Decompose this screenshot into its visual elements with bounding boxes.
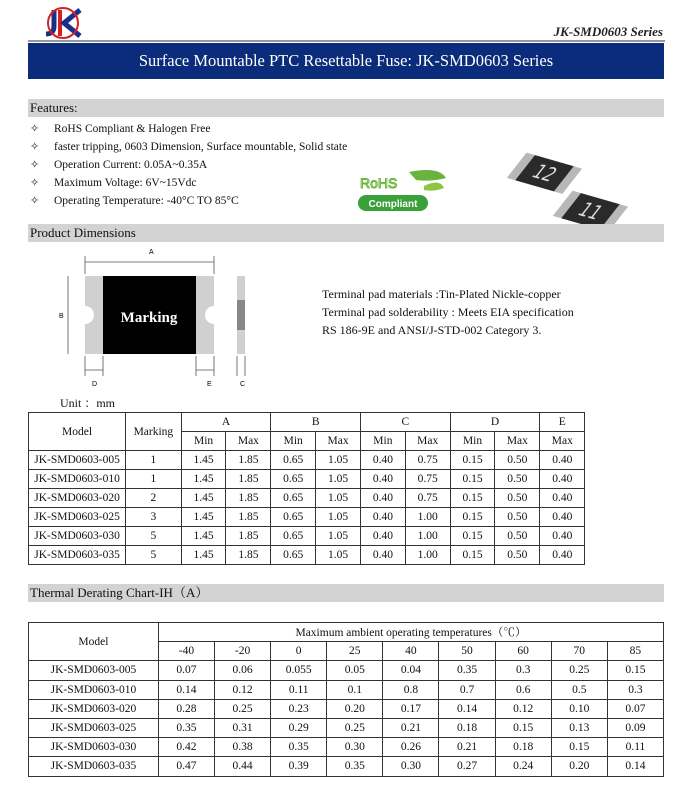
table-cell: 0.65 [271, 451, 316, 470]
table-cell: JK-SMD0603-025 [29, 508, 126, 527]
series-label: JK-SMD0603 Series [553, 24, 663, 39]
svg-text:E: E [207, 381, 212, 388]
table-cell: 0.25 [551, 661, 607, 680]
smd-chip-photo [500, 130, 670, 280]
table-row [29, 527, 664, 546]
table-cell: JK-SMD0603-010 [29, 470, 126, 489]
table-cell: 1.45 [181, 508, 226, 527]
table-cell: 0.40 [540, 489, 585, 508]
table-cell: 0.42 [158, 738, 214, 757]
table-cell: 0.15 [450, 508, 495, 527]
feature-item: ✧ Maximum Voltage: 6V~15Vdc [30, 174, 347, 192]
table-cell: 0.40 [540, 546, 585, 565]
table-cell: 1.00 [405, 508, 450, 527]
svg-text:12: 12 [526, 159, 563, 187]
table-row [29, 451, 664, 470]
table-cell: 0.50 [495, 546, 540, 565]
table-cell: 1.85 [226, 527, 271, 546]
title-banner [28, 43, 664, 79]
table-cell: 0.17 [383, 699, 439, 718]
table-cell: 0.11 [607, 738, 663, 757]
svg-text:A: A [149, 249, 154, 256]
table-cell: JK-SMD0603-030 [29, 738, 159, 757]
table-cell: 0.07 [607, 699, 663, 718]
model-header: Model [29, 413, 126, 451]
table-cell: JK-SMD0603-020 [29, 699, 159, 718]
table-cell: 0.15 [450, 489, 495, 508]
svg-text:B: B [59, 313, 64, 320]
feature-item: ✧ Operating Temperature: -40°C TO 85°C [30, 192, 347, 210]
table-cell: 0.055 [271, 661, 327, 680]
table-cell: 0.28 [158, 699, 214, 718]
svg-text:11: 11 [572, 197, 609, 225]
table-cell: 1.05 [316, 527, 361, 546]
temp-column-header: 60 [495, 642, 551, 661]
table-cell: JK-SMD0603-030 [29, 527, 126, 546]
table-cell: 0.50 [495, 508, 540, 527]
table-row [29, 546, 664, 565]
table-cell: 0.75 [405, 489, 450, 508]
dimension-drawing [50, 244, 260, 394]
thermal-derating-table [28, 622, 664, 777]
table-cell: 1.45 [181, 546, 226, 565]
table-cell: 0.24 [495, 757, 551, 776]
table-cell: 0.25 [327, 718, 383, 737]
table-cell: 0.15 [607, 661, 663, 680]
table-cell: 0.50 [495, 489, 540, 508]
temp-column-header: 85 [607, 642, 663, 661]
table-cell: 0.26 [383, 738, 439, 757]
table-cell: 1.45 [181, 451, 226, 470]
temp-column-header: 0 [271, 642, 327, 661]
table-cell: 1.85 [226, 451, 271, 470]
table-cell: 0.50 [495, 527, 540, 546]
table-cell: 0.65 [271, 546, 316, 565]
table-cell: 0.06 [214, 661, 270, 680]
table-cell: 0.35 [271, 738, 327, 757]
table-cell: 0.40 [361, 451, 406, 470]
table-cell: 0.3 [495, 661, 551, 680]
table-cell: 0.65 [271, 470, 316, 489]
table-cell: 0.18 [495, 738, 551, 757]
table-cell: 0.65 [271, 489, 316, 508]
table-cell: 0.29 [271, 718, 327, 737]
svg-text:C: C [240, 381, 246, 388]
table-cell: 1.05 [316, 546, 361, 565]
table-cell: 0.35 [439, 661, 495, 680]
table-cell: JK-SMD0603-020 [29, 489, 126, 508]
table-cell: 0.25 [214, 699, 270, 718]
table-cell: 0.47 [158, 757, 214, 776]
feature-item: ✧ RoHS Compliant & Halogen Free [30, 120, 347, 138]
temp-header: Maximum ambient operating temperatures（℃） [158, 623, 663, 642]
table-row [29, 738, 664, 757]
table-cell: 0.44 [214, 757, 270, 776]
table-cell: 0.30 [383, 757, 439, 776]
thermal-heading: Thermal Derating Chart-IH（A） [28, 584, 664, 602]
table-cell: 0.7 [439, 680, 495, 699]
table-cell: 0.10 [551, 699, 607, 718]
dimensions-heading: Product Dimensions [28, 224, 664, 242]
table-cell: 0.75 [405, 451, 450, 470]
table-cell: 0.5 [551, 680, 607, 699]
svg-text:D: D [92, 381, 98, 388]
svg-text:Compliant: Compliant [368, 199, 418, 210]
table-cell: 0.18 [439, 718, 495, 737]
table-cell: 1.05 [316, 470, 361, 489]
table-cell: 0.40 [361, 527, 406, 546]
temp-column-header: 70 [551, 642, 607, 661]
table-cell: 0.39 [271, 757, 327, 776]
svg-text:RoHS: RoHS [360, 175, 398, 191]
model-header: Model [29, 623, 159, 661]
table-cell: 0.65 [271, 527, 316, 546]
table-cell: 2 [126, 489, 182, 508]
svg-text:Marking: Marking [120, 310, 178, 326]
table-cell: 0.12 [495, 699, 551, 718]
table-cell: 0.14 [158, 680, 214, 699]
table-cell: 0.11 [271, 680, 327, 699]
rohs-compliant-logo [354, 168, 449, 213]
marking-header: Marking [126, 413, 182, 451]
table-row [29, 718, 664, 737]
table-cell: 0.21 [383, 718, 439, 737]
feature-item: ✧ Operation Current: 0.05A~0.35A [30, 156, 347, 174]
table-cell: 0.40 [361, 546, 406, 565]
table-cell: 1 [126, 451, 182, 470]
header-rule [28, 40, 665, 42]
table-cell: JK-SMD0603-005 [29, 451, 126, 470]
table-cell: 0.15 [551, 738, 607, 757]
table-row [29, 680, 664, 699]
terminal-notes: Terminal pad materials :Tin-Plated Nickle-copper Terminal pad solderability : Meets EIA specification RS 186-9E and ANSI/J-STD-002 Category 3. [322, 287, 574, 337]
temp-column-header: -40 [158, 642, 214, 661]
table-row [29, 508, 664, 527]
unit-label: Unit ：mm [60, 396, 116, 410]
table-cell: 1.00 [405, 527, 450, 546]
table-cell: 1.85 [226, 508, 271, 527]
table-cell: 5 [126, 546, 182, 565]
table-row [29, 489, 664, 508]
features-list [30, 120, 347, 210]
table-cell: 0.15 [495, 718, 551, 737]
table-row [29, 699, 664, 718]
bullet-icon: ✧ [30, 194, 40, 207]
table-cell: 0.20 [327, 699, 383, 718]
table-cell: JK-SMD0603-025 [29, 718, 159, 737]
table-cell: 0.14 [439, 699, 495, 718]
table-cell: 0.6 [495, 680, 551, 699]
temp-column-header: 25 [327, 642, 383, 661]
table-cell: 0.40 [361, 489, 406, 508]
table-cell: 0.65 [271, 508, 316, 527]
table-row [29, 470, 664, 489]
table-cell: 1.45 [181, 470, 226, 489]
table-cell: 0.15 [450, 527, 495, 546]
dimension-table: Model Marking A B C D E Min Max Min Max Min Max Min Max Max JK-SMD0603-005 1 1.45 1.85 0.65 1.05 0.40 0.75 0.15 0.50 0.40 JK-SMD0603-010 1 1.45 1.85 0.65 1.05 0.40 0.75 0.15 0.50 0.40 JK-SMD0603-020 2 1.45 1.85 0.65 1.05 0.40 0.75 0.15 0.50 0.40 JK-SMD0603-025 3 1.45 1.85 0.65 1.05 0.40 1.00 0.15 0.50 0.40 JK-SMD0603-030 5 1.45 1.85 0.65 1.05 0.40 1.00 0.15 0.50 0.40 JK-SMD0603-035 5 1.45 1.85 0.65 1.05 0.40 1.00 0.15 0.50 0.40 [28, 412, 664, 565]
bullet-icon: ✧ [30, 176, 40, 189]
table-cell: 0.50 [495, 470, 540, 489]
bullet-icon: ✧ [30, 140, 40, 153]
bullet-icon: ✧ [30, 122, 40, 135]
table-cell: 0.13 [551, 718, 607, 737]
table-cell: 1.05 [316, 451, 361, 470]
table-cell: 0.27 [439, 757, 495, 776]
table-cell: 3 [126, 508, 182, 527]
table-cell: 0.09 [607, 718, 663, 737]
feature-item: ✧ faster tripping, 0603 Dimension, Surface mountable, Solid state [30, 138, 347, 156]
table-cell: 0.40 [540, 508, 585, 527]
features-heading: Features: [28, 99, 664, 117]
table-cell: 0.15 [450, 546, 495, 565]
page-title: Surface Mountable PTC Resettable Fuse: JK-SMD0603 Series [138, 51, 554, 70]
table-cell: 1.85 [226, 470, 271, 489]
table-cell: 0.35 [327, 757, 383, 776]
table-row [29, 661, 664, 680]
table-cell: 0.50 [495, 451, 540, 470]
table-row [29, 757, 664, 776]
table-cell: 0.15 [450, 470, 495, 489]
table-cell: 0.1 [327, 680, 383, 699]
table-cell: 0.38 [214, 738, 270, 757]
table-cell: 0.21 [439, 738, 495, 757]
table-cell: 0.04 [383, 661, 439, 680]
table-cell: 1.85 [226, 489, 271, 508]
table-cell: 1 [126, 470, 182, 489]
table-cell: 5 [126, 527, 182, 546]
table-cell: JK-SMD0603-035 [29, 757, 159, 776]
table-cell: JK-SMD0603-035 [29, 546, 126, 565]
table-cell: 0.3 [607, 680, 663, 699]
table-cell: JK-SMD0603-005 [29, 661, 159, 680]
table-cell: 0.40 [361, 470, 406, 489]
temp-column-header: 40 [383, 642, 439, 661]
table-cell: 0.14 [607, 757, 663, 776]
temp-column-header: 50 [439, 642, 495, 661]
company-logo [40, 6, 86, 40]
table-cell: 0.40 [540, 527, 585, 546]
table-cell: JK-SMD0603-010 [29, 680, 159, 699]
table-cell: 0.12 [214, 680, 270, 699]
table-cell: 0.40 [540, 470, 585, 489]
table-cell: 1.00 [405, 546, 450, 565]
table-cell: 0.15 [450, 451, 495, 470]
table-cell: 1.85 [226, 546, 271, 565]
table-cell: 0.40 [361, 508, 406, 527]
table-cell: 0.40 [540, 451, 585, 470]
bullet-icon: ✧ [30, 158, 40, 171]
table-cell: 0.8 [383, 680, 439, 699]
table-cell: 0.75 [405, 470, 450, 489]
table-cell: 1.05 [316, 508, 361, 527]
table-cell: 0.23 [271, 699, 327, 718]
table-cell: 0.07 [158, 661, 214, 680]
table-cell: 0.30 [327, 738, 383, 757]
table-cell: 0.05 [327, 661, 383, 680]
table-cell: 0.20 [551, 757, 607, 776]
temp-column-header: -20 [214, 642, 270, 661]
table-cell: 0.31 [214, 718, 270, 737]
table-cell: 1.45 [181, 489, 226, 508]
table-cell: 1.45 [181, 527, 226, 546]
table-cell: 1.05 [316, 489, 361, 508]
table-cell: 0.35 [158, 718, 214, 737]
